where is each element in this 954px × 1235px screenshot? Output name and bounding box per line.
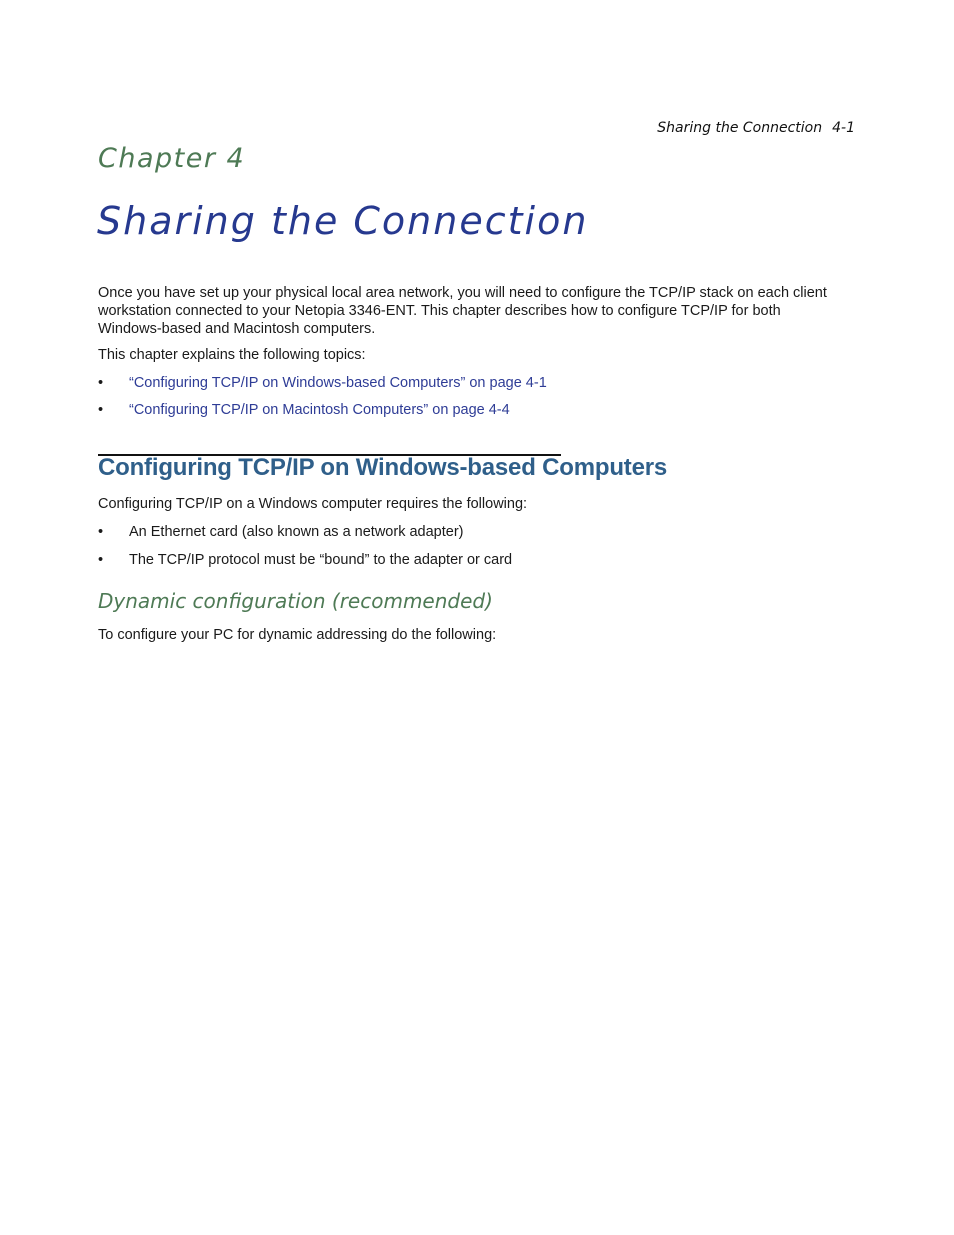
section-heading: Configuring TCP/IP on Windows-based Computers <box>98 454 668 481</box>
running-header-title: Sharing the Connection <box>657 120 823 136</box>
bullet-icon: • <box>98 524 104 540</box>
topics-lead: This chapter explains the following topics: <box>98 347 366 363</box>
running-header <box>657 120 855 136</box>
requirements-lead: Configuring TCP/IP on a Windows computer requires the following: <box>98 496 528 512</box>
bullet-icon: • <box>98 552 104 568</box>
subsection-heading: Dynamic configuration (recommended) <box>98 589 493 613</box>
bullet-icon: • <box>98 402 104 418</box>
bullet-icon: • <box>98 375 104 391</box>
requirement-text: An Ethernet card (also known as a network adapter) <box>129 524 464 540</box>
page-number: 4-1 <box>832 120 855 136</box>
topic-link-windows[interactable]: “Configuring TCP/IP on Windows-based Computers” on page 4-1 <box>129 375 547 391</box>
dynamic-config-lead: To configure your PC for dynamic addressing do the following: <box>98 627 497 643</box>
topic-link-macintosh[interactable]: “Configuring TCP/IP on Macintosh Computers” on page 4-4 <box>129 402 510 418</box>
chapter-title: Sharing the Connection <box>97 199 589 243</box>
intro-paragraph: Once you have set up your physical local area network, you will need to configure the TCP/IP stack on each client workstation connected to your Netopia 3346-ENT. This chapter describes how to configure TCP/IP for both Windows-based and Macintosh computers. <box>98 285 827 337</box>
chapter-label: Chapter 4 <box>98 143 246 174</box>
requirement-text: The TCP/IP protocol must be “bound” to the adapter or card <box>129 552 513 568</box>
